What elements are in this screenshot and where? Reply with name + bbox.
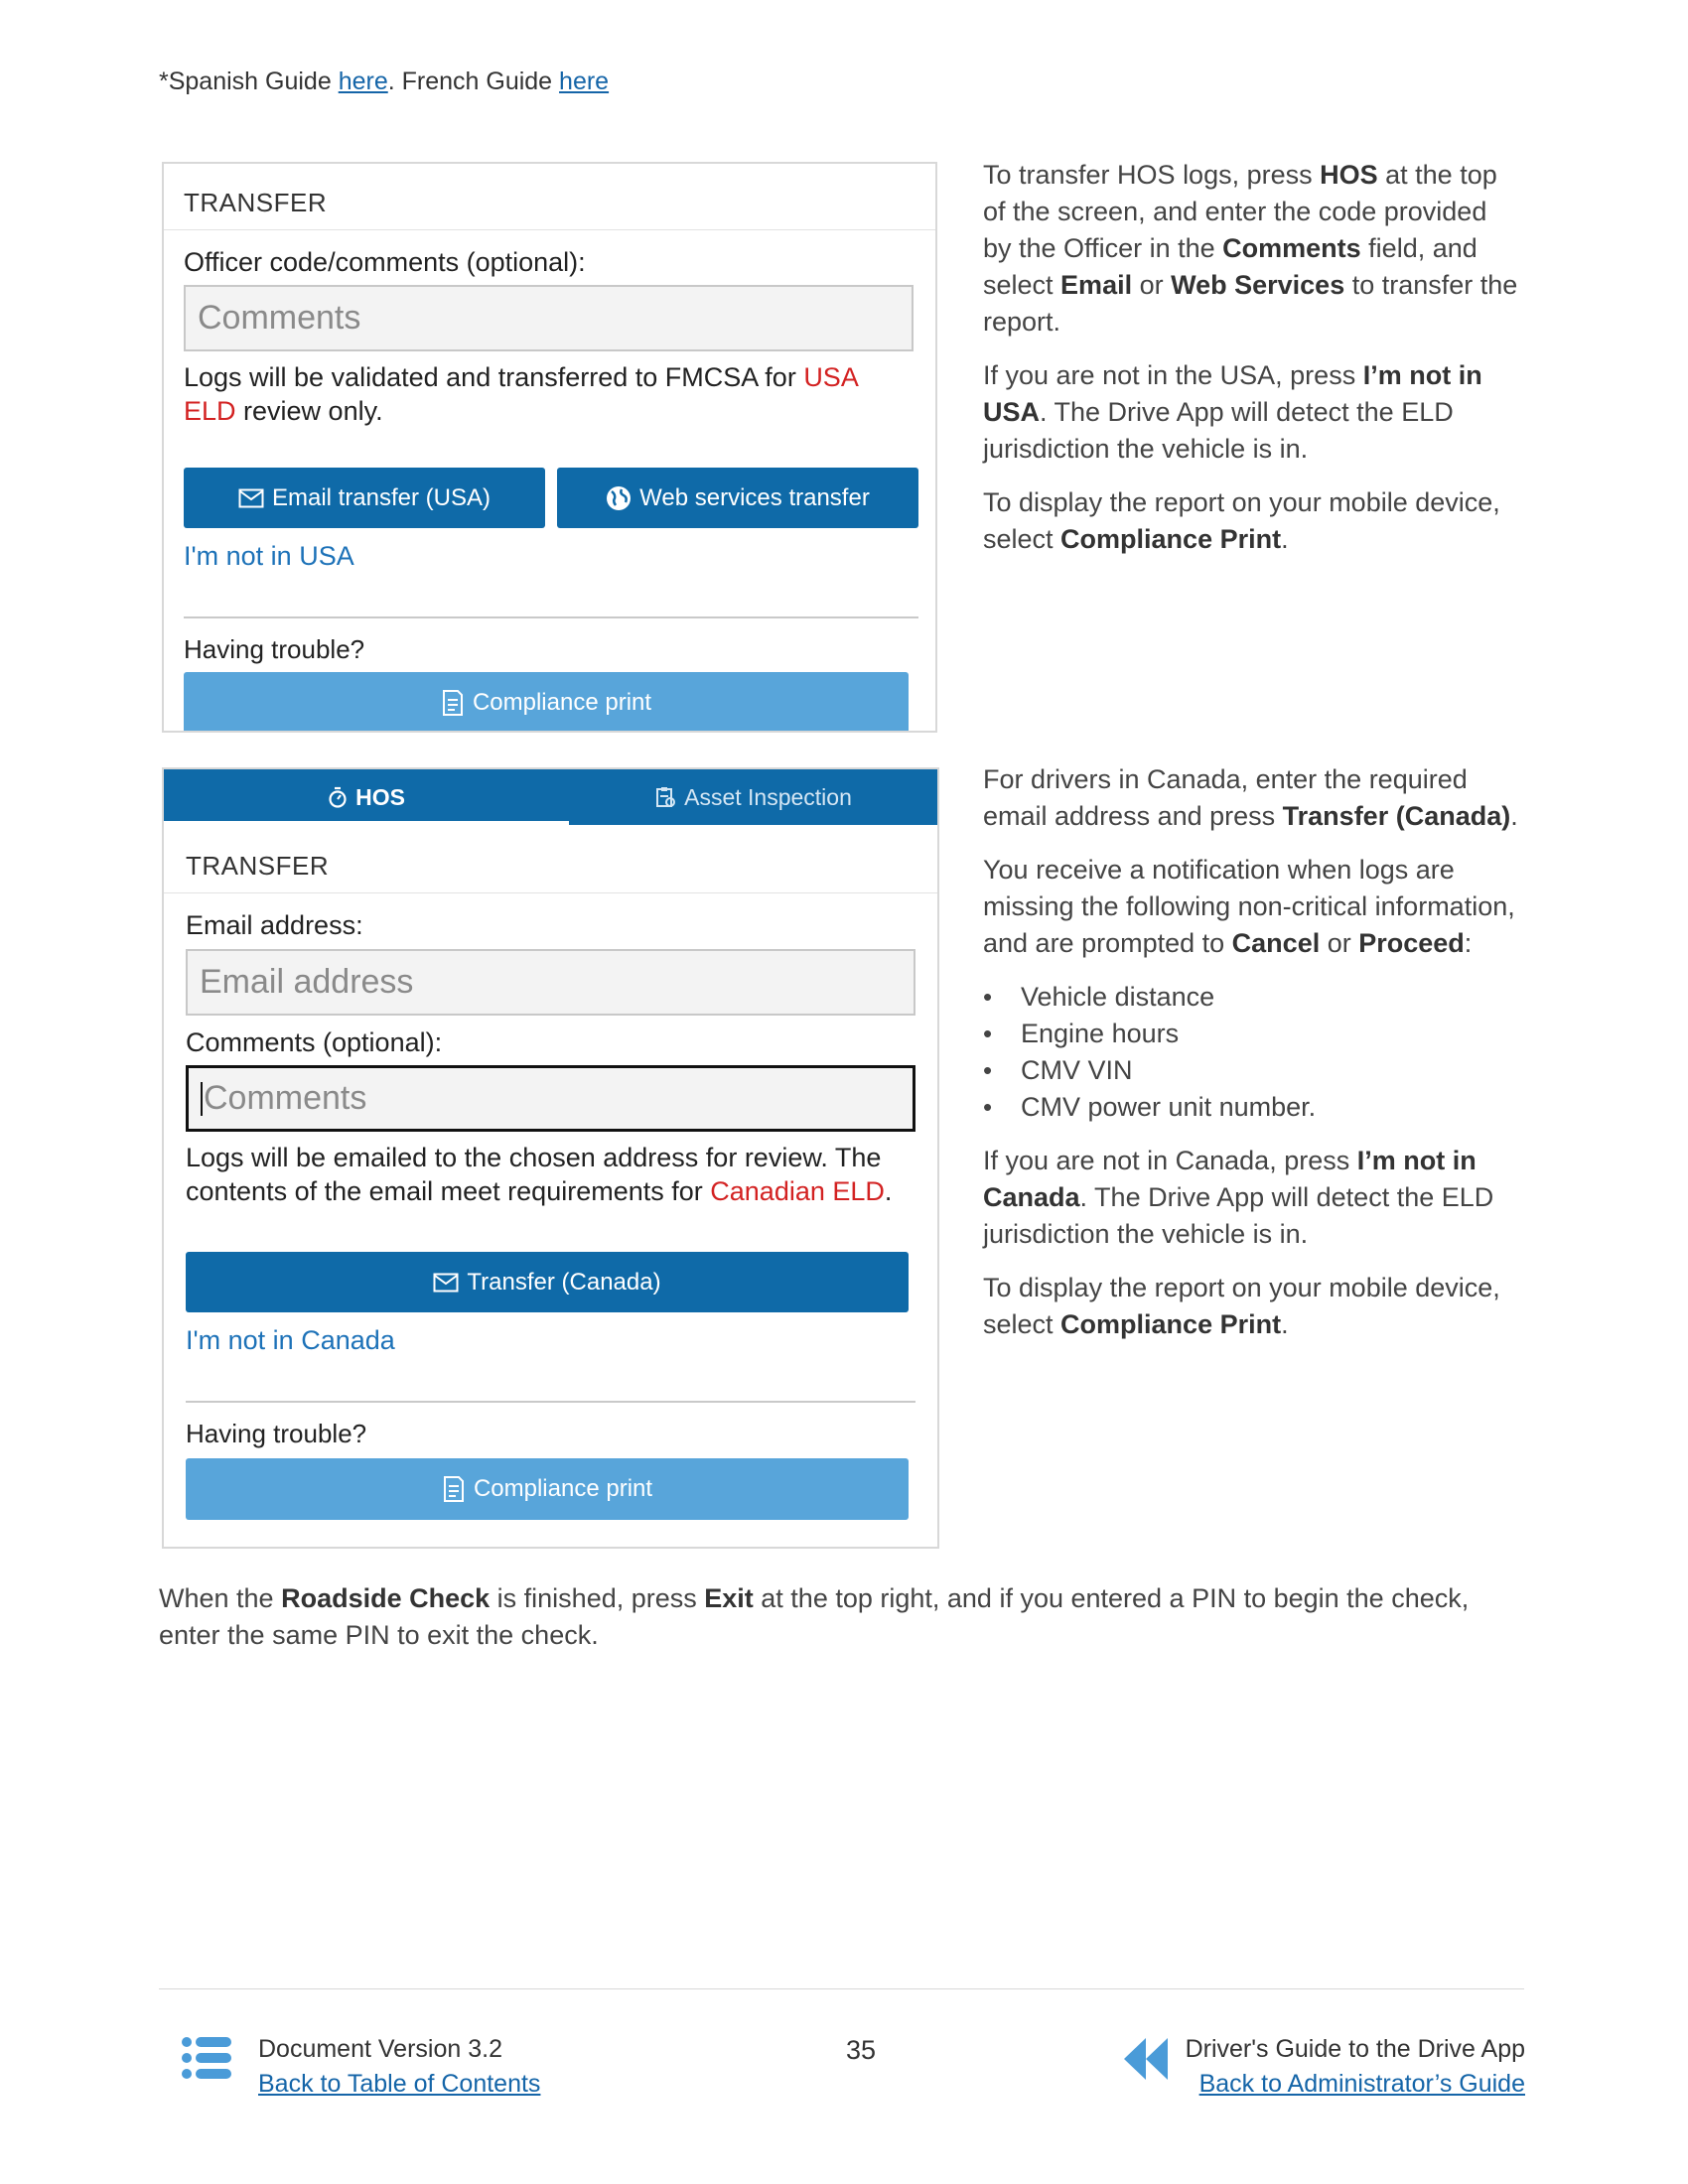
- tab-bar: [164, 769, 937, 825]
- active-tab-indicator: [164, 821, 569, 825]
- canada-instruction-1: For drivers in Canada, enter the required email address and press Transfer (Canada).: [983, 764, 1518, 831]
- document-icon: [442, 1475, 466, 1503]
- list-item: • CMV VIN: [983, 1052, 1519, 1089]
- list-item: • Engine hours: [983, 1016, 1519, 1052]
- globe-icon: [606, 485, 632, 511]
- text-caret: [201, 1082, 203, 1116]
- canada-instructions: [983, 761, 1519, 1360]
- canada-transfer-screenshot: [162, 767, 939, 1549]
- language-guides: *Spanish Guide here. French Guide here: [159, 68, 610, 95]
- roadside-check-note: When the Roadside Check is finished, press Exit at the top right, and if you entered a PIN to begin the check, enter the same PIN to exit the check.: [159, 1583, 1470, 1650]
- having-trouble-label: Having trouble?: [184, 634, 365, 664]
- table-of-contents-link[interactable]: Back to Table of Contents: [258, 2070, 541, 2098]
- usa-instructions: [983, 157, 1519, 575]
- separator: [186, 1401, 915, 1403]
- tab-hos[interactable]: HOS: [164, 769, 569, 825]
- divider: [164, 892, 937, 893]
- guide-title: Driver's Guide to the Drive App: [1185, 2035, 1525, 2063]
- list-item: • Vehicle distance: [983, 979, 1519, 1016]
- missing-info-list: [983, 979, 1519, 1126]
- usa-transfer-screenshot: [162, 162, 937, 733]
- canada-instruction-2: You receive a notification when logs are missing the following non-critical information, and are prompted to Cancel or Proceed:: [983, 855, 1515, 958]
- administrator-guide-link[interactable]: Back to Administrator’s Guide: [1198, 2070, 1525, 2098]
- footer-divider: [159, 1988, 1524, 1989]
- officer-comments-input[interactable]: Comments: [184, 285, 914, 351]
- usa-info-text: Logs will be validated and transferred to FMCSA for USA ELD review only.: [184, 362, 858, 426]
- usa-eld-highlight: USA ELD: [184, 362, 858, 426]
- list-item: • CMV power unit number.: [983, 1089, 1519, 1126]
- footer-left: [258, 2032, 540, 2102]
- compliance-print-button[interactable]: Compliance print: [186, 1458, 909, 1520]
- transfer-title: TRANSFER: [186, 851, 330, 881]
- usa-instruction-2: If you are not in the USA, press I’m not in USA. The Drive App will detect the ELD jurisdiction the vehicle is in.: [983, 360, 1482, 464]
- having-trouble-label: Having trouble?: [186, 1419, 367, 1448]
- email-transfer-usa-button[interactable]: Email transfer (USA): [184, 468, 545, 528]
- envelope-icon: [238, 488, 264, 508]
- canadian-eld-highlight: Canadian ELD: [710, 1176, 885, 1206]
- not-in-usa-link[interactable]: I'm not in USA: [184, 541, 354, 571]
- rewind-icon[interactable]: [1122, 2036, 1170, 2082]
- clipboard-icon: [654, 786, 676, 808]
- canada-instruction-4: To display the report on your mobile device, select Compliance Print.: [983, 1273, 1500, 1339]
- transfer-canada-button[interactable]: Transfer (Canada): [186, 1252, 909, 1312]
- document-version: Document Version 3.2: [258, 2035, 502, 2063]
- usa-instruction-3: To display the report on your mobile device, select Compliance Print.: [983, 487, 1500, 554]
- comments-label: Comments (optional):: [186, 1027, 443, 1057]
- stopwatch-icon: [328, 786, 348, 808]
- document-icon: [441, 689, 465, 717]
- usa-instruction-1: To transfer HOS logs, press HOS at the top of the screen, and enter the code provided by the Officer in the Comments field, and select Email or Web Services to transfer the report.: [983, 160, 1518, 337]
- canada-comments-input[interactable]: Comments: [186, 1065, 915, 1132]
- footer-right: [1186, 2032, 1525, 2102]
- email-address-label: Email address:: [186, 910, 363, 940]
- tab-asset-inspection[interactable]: Asset Inspection: [569, 769, 937, 825]
- canada-info-text: Logs will be emailed to the chosen address for review. The contents of the email meet requirements for Canadian ELD.: [186, 1143, 893, 1206]
- officer-code-label: Officer code/comments (optional):: [184, 247, 586, 277]
- web-services-transfer-button[interactable]: Web services transfer: [557, 468, 918, 528]
- divider: [164, 229, 935, 230]
- spanish-guide-link[interactable]: here: [338, 68, 388, 95]
- email-address-input[interactable]: Email address: [186, 949, 915, 1016]
- separator: [184, 616, 918, 618]
- envelope-icon: [433, 1273, 459, 1293]
- french-guide-link[interactable]: here: [559, 68, 610, 95]
- not-in-canada-link[interactable]: I'm not in Canada: [186, 1325, 395, 1355]
- page-number: 35: [846, 2035, 877, 2065]
- list-icon[interactable]: [181, 2036, 232, 2080]
- canada-instruction-3: If you are not in Canada, press I’m not in Canada. The Drive App will detect the ELD jurisdiction the vehicle is in.: [983, 1146, 1494, 1249]
- compliance-print-button[interactable]: Compliance print: [184, 672, 909, 733]
- transfer-title: TRANSFER: [184, 188, 328, 217]
